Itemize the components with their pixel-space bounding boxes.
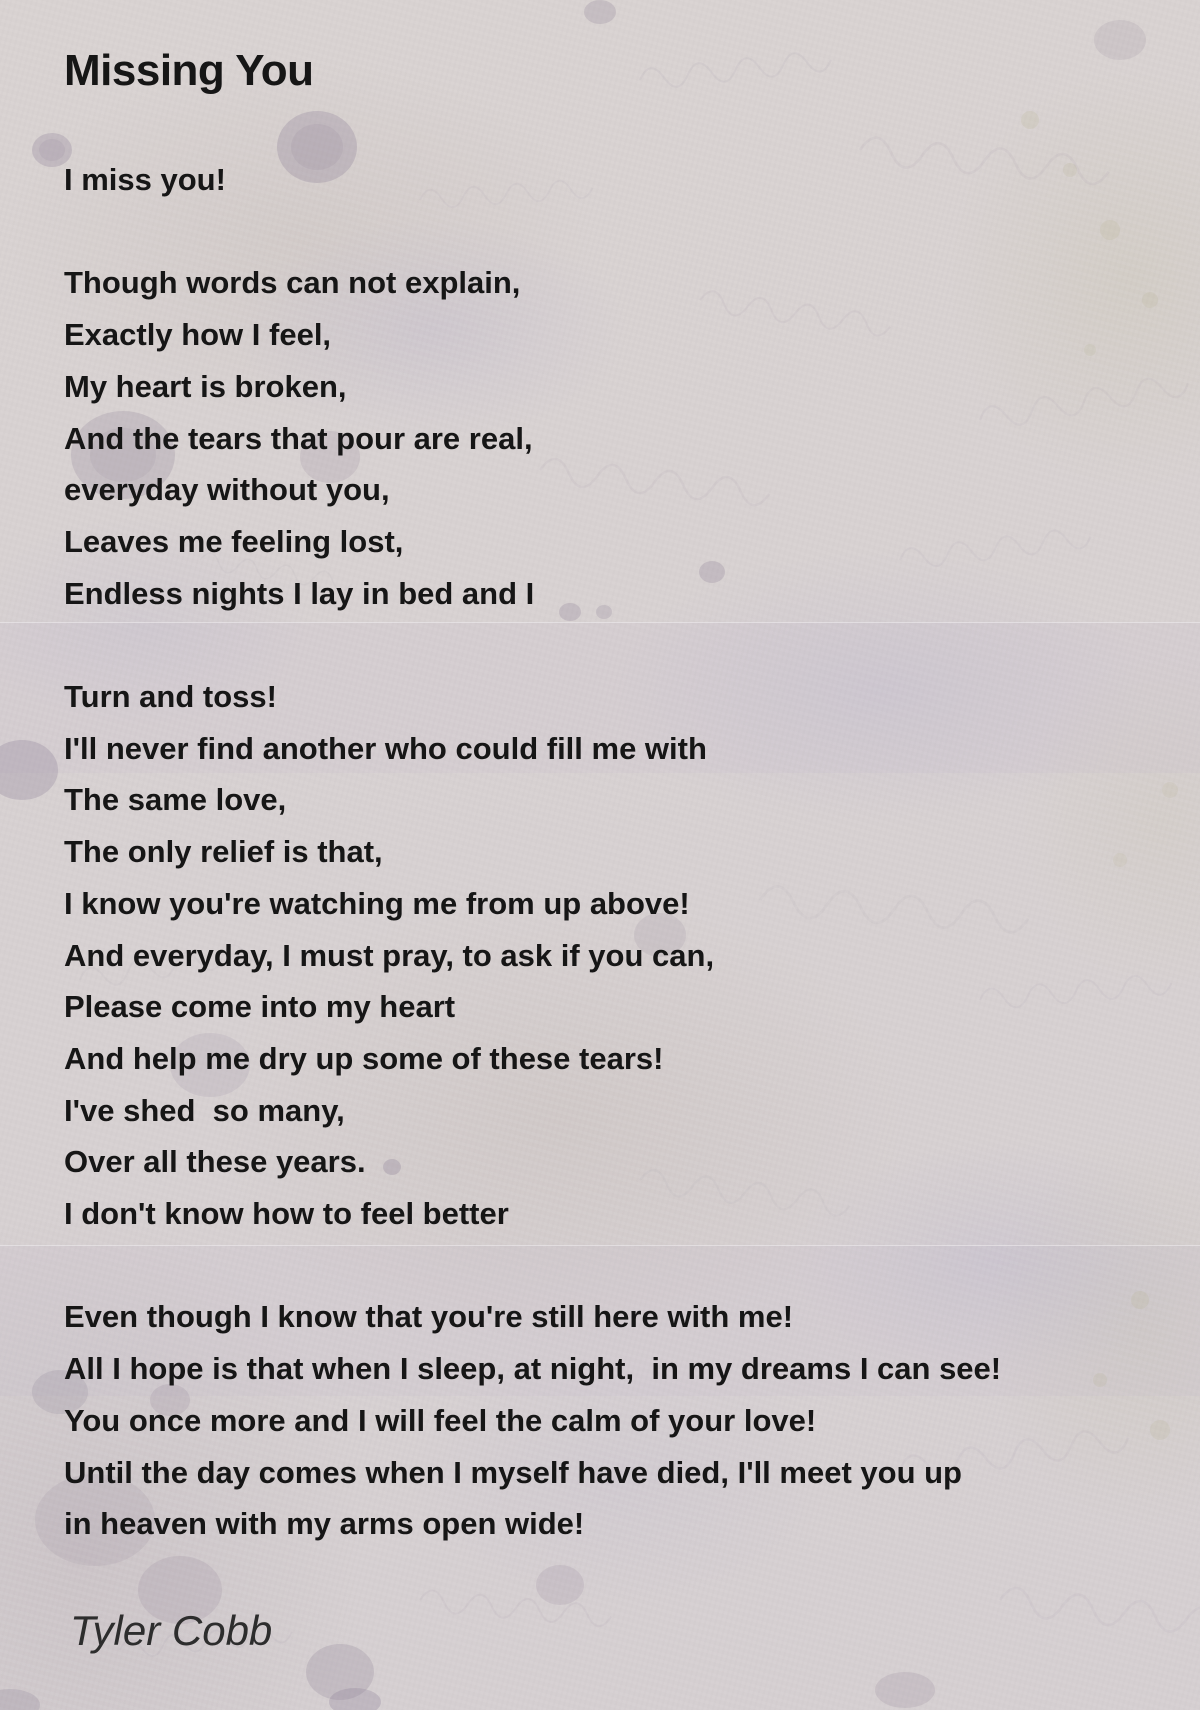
poem-line: I miss you! [64, 162, 226, 197]
poem-line: The same love, [64, 782, 287, 818]
poem-line: Even though I know that you're still here with me! [64, 1299, 794, 1335]
poem-line: I've shed so many, [64, 1092, 345, 1128]
poem-line: Please come into my heart [64, 989, 456, 1025]
poem-line: Over all these years. [64, 1144, 366, 1180]
poem-line: in heaven with my arms open wide! [64, 1506, 585, 1542]
poem-line: everyday without you, [64, 472, 390, 508]
poem-line: And help me dry up some of these tears! [64, 1040, 664, 1076]
poem-title: Missing You [64, 46, 314, 95]
poem-line: Endless nights I lay in bed and I [64, 575, 535, 611]
poem-line: The only relief is that, [64, 834, 383, 870]
poem-line: All I hope is that when I sleep, at night, in my dreams I can see! [64, 1351, 1002, 1387]
stanza [64, 671, 1001, 1240]
poem-line: And everyday, I must pray, to ask if you can, [64, 937, 715, 973]
poem-line: You once more and I will feel the calm of your love! [64, 1402, 817, 1438]
stanza [64, 257, 1001, 619]
poem [64, 154, 1001, 1602]
floral-speckles [1021, 111, 1178, 1440]
poem-line: My heart is broken, [64, 368, 347, 404]
stanza [64, 1291, 1001, 1550]
poem-line: And the tears that pour are real, [64, 420, 533, 456]
poem-line: Though words can not explain, [64, 265, 521, 301]
poem-author: Tyler Cobb [70, 1607, 273, 1654]
poem-line: Until the day comes when I myself have died, I'll meet you up [64, 1454, 962, 1490]
stanza [64, 154, 1001, 206]
poem-line: I know you're watching me from up above! [64, 885, 690, 921]
poem-line: Exactly how I feel, [64, 317, 332, 353]
poem-line: I'll never find another who could fill me with [64, 730, 707, 766]
poem-line: Leaves me feeling lost, [64, 523, 404, 559]
poem-line: Turn and toss! [64, 679, 277, 714]
poem-line: I don't know how to feel better [64, 1196, 509, 1232]
